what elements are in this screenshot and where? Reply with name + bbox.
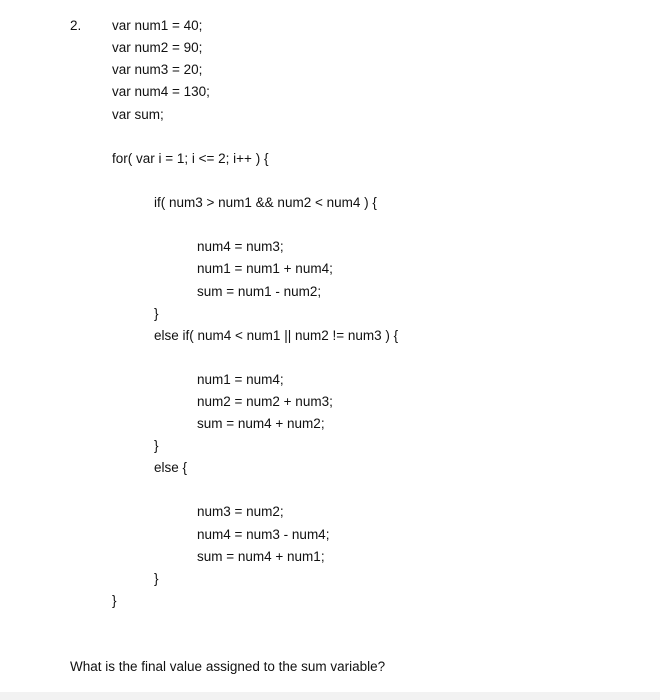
code-line: var num2 = 90; bbox=[112, 40, 203, 55]
code-line: } bbox=[154, 306, 159, 321]
code-line: num3 = num2; bbox=[197, 504, 284, 519]
code-line: else { bbox=[154, 460, 188, 475]
code-line: var sum; bbox=[112, 107, 164, 122]
code-line: if( num3 > num1 && num2 < num4 ) { bbox=[154, 195, 377, 210]
code-line: sum = num4 + num1; bbox=[197, 549, 325, 564]
code-line: var num1 = 40; bbox=[112, 18, 203, 33]
code-line: else if( num4 < num1 || num2 != num3 ) { bbox=[154, 328, 399, 343]
code-line: num1 = num4; bbox=[197, 372, 284, 387]
code-line: } bbox=[154, 438, 159, 453]
code-line: } bbox=[112, 593, 117, 608]
code-line: } bbox=[154, 571, 159, 586]
question-number: 2. bbox=[70, 18, 82, 33]
code-line: num2 = num2 + num3; bbox=[197, 394, 333, 409]
code-line: sum = num4 + num2; bbox=[197, 416, 325, 431]
code-line: num4 = num3 - num4; bbox=[197, 527, 330, 542]
code-line: num1 = num1 + num4; bbox=[197, 261, 333, 276]
question-text: What is the final value assigned to the sum variable? bbox=[70, 659, 386, 674]
code-line: for( var i = 1; i <= 2; i++ ) { bbox=[112, 151, 269, 166]
code-line: var num3 = 20; bbox=[112, 62, 203, 77]
code-line: var num4 = 130; bbox=[112, 84, 210, 99]
code-line: num4 = num3; bbox=[197, 239, 284, 254]
code-line: sum = num1 - num2; bbox=[197, 284, 322, 299]
page-bottom-edge bbox=[0, 692, 660, 700]
